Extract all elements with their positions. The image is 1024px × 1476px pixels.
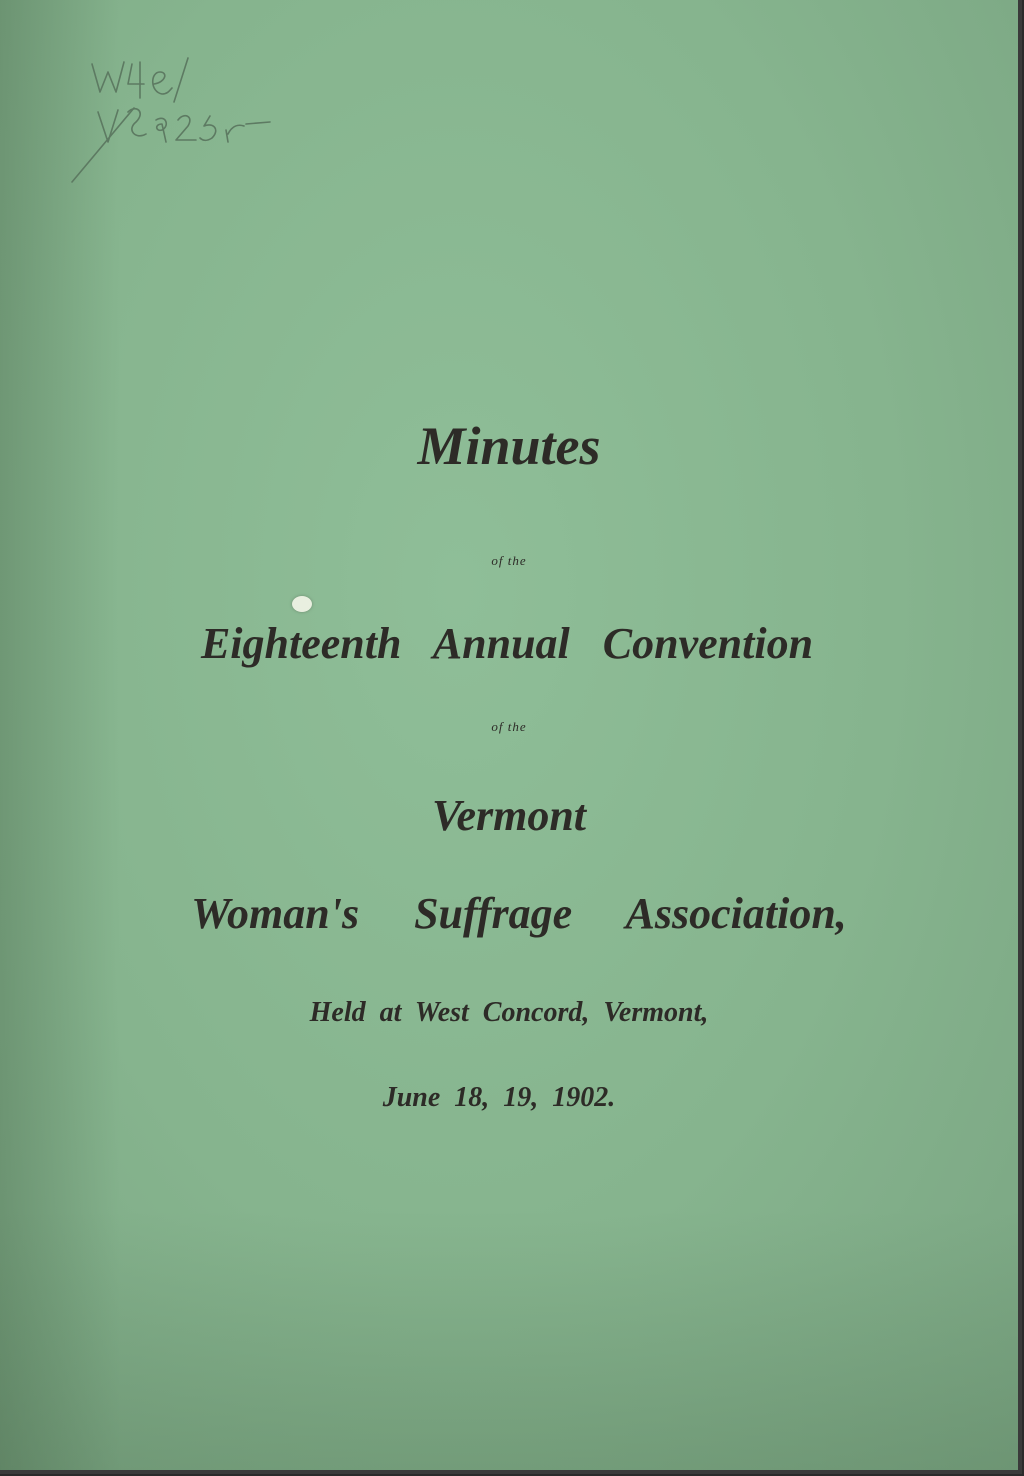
paper-damage-spot (292, 596, 312, 612)
cover-title: Minutes (417, 416, 601, 476)
cover-shading-bottom (0, 1210, 1018, 1470)
cover-location: Held at West Concord, Vermont, (309, 997, 709, 1028)
cover-date: June 18, 19, 1902. (382, 1082, 616, 1113)
cover-state: Vermont (431, 791, 587, 840)
cover-connector-2: of the (491, 719, 527, 734)
handwritten-call-number (70, 42, 290, 192)
cover-association: Woman's Suffrage Association, (191, 889, 847, 938)
cover-connector-1: of the (491, 553, 527, 568)
cover-convention-line: Eighteenth Annual Convention (200, 619, 814, 668)
